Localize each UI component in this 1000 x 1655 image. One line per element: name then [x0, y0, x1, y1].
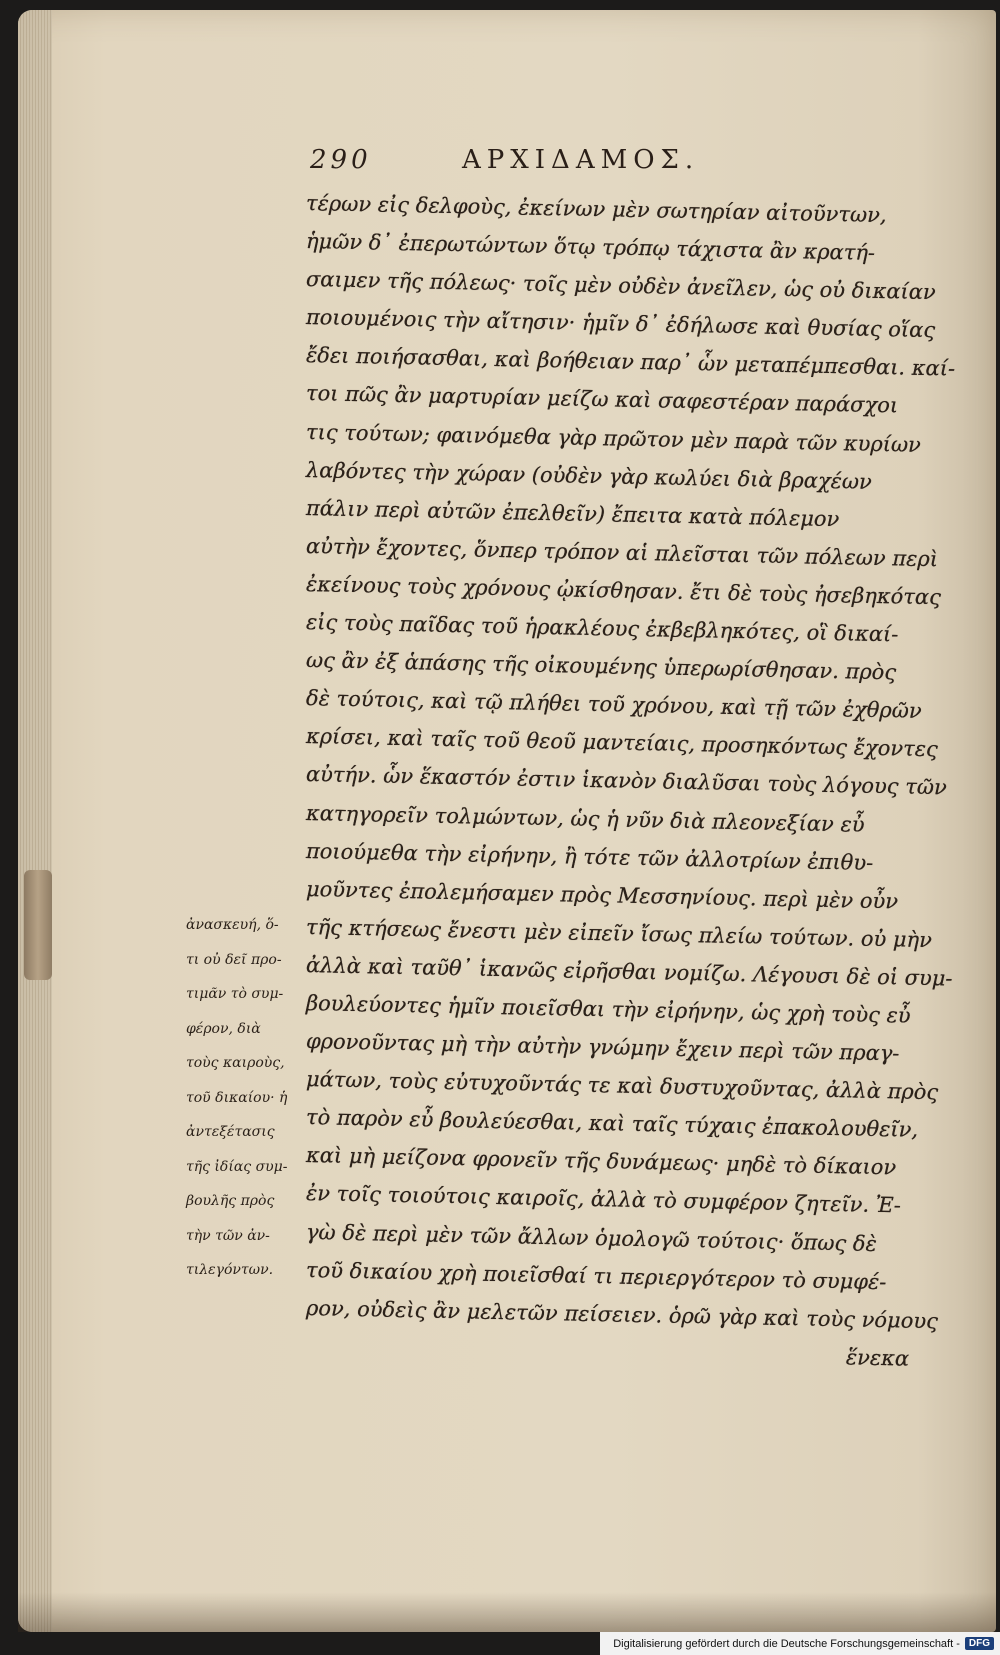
page-header [310, 145, 830, 181]
page-number: 290 [310, 145, 372, 175]
book-page [18, 10, 996, 1632]
body-text [305, 184, 956, 1371]
margin-note-line: ἀνασκευή, ὅ- [186, 917, 279, 933]
text-line: τέρων εἰς δελφοὺς, ἐκείνων μὲν σωτηρίαν αἰτοῦντων, [305, 191, 887, 228]
margin-note [186, 908, 304, 1288]
footer-credit: Digitalisierung gefördert durch die Deutsche Forschungsgemeinschaft - [613, 1637, 960, 1650]
dfg-logo: DFG [965, 1637, 994, 1650]
margin-note-line: τοὺς καιροὺς, [186, 1055, 285, 1071]
text-line: γὼ δὲ περὶ μὲν τῶν ἄλλων ὁμολογῶ τούτοις· ὅπως δὲ [305, 1219, 878, 1256]
page-shadow [18, 1592, 996, 1632]
margin-note-line: βουλῆς πρὸς [186, 1193, 275, 1209]
text-line: τοι πῶς ἂν μαρτυρίαν μείζω καὶ σαφεστέραν παράσχοι [305, 381, 899, 418]
text-line: φρονοῦντας μὴ τὴν αὐτὴν γνώμην ἔχειν περὶ τῶν πραγ- [305, 1029, 900, 1066]
margin-note-line: φέρον, διὰ [186, 1020, 261, 1037]
text-line: ἔδει ποιήσασθαι, καὶ βοήθειαν παρ᾽ ὧν μεταπέμπεσθαι. καί- [305, 343, 956, 381]
text-line: πάλιν περὶ αὐτῶν ἐπελθεῖν) ἔπειτα κατὰ πόλεμον [305, 495, 840, 531]
text-line: τὸ παρὸν εὖ βουλεύεσθαι, καὶ ταῖς τύχαις ἐπακολουθεῖν, [305, 1105, 919, 1143]
text-line: ως ἂν ἐξ ἁπάσης τῆς οἰκουμένης ὑπερωρίσθησαν. πρὸς [305, 648, 897, 685]
text-line: λαβόντες τὴν χώραν (οὐδὲν γὰρ κωλύει διὰ βραχέων [305, 457, 873, 494]
text-line: ἀλλὰ καὶ ταῦθ᾽ ἱκανῶς εἰρῆσθαι νομίζω. Λέγουσι δὲ οἱ συμ- [305, 952, 953, 991]
text-line: κρίσει, καὶ ταῖς τοῦ θεοῦ μαντείαις, προσηκόντως ἔχοντες [305, 724, 939, 762]
margin-note-line: τοῦ δικαίου· ἡ [186, 1089, 288, 1106]
text-line: μοῦντες ἐπολεμήσαμεν πρὸς Μεσσηνίους. περὶ μὲν οὖν [305, 876, 899, 914]
text-line: ποιούμεθα τὴν εἰρήνην, ἢ τότε τῶν ἀλλοτρίων ἐπιθυ- [305, 838, 874, 875]
digitization-footer [600, 1632, 1000, 1655]
text-line: ἐν τοῖς τοιούτοις καιροῖς, ἀλλὰ τὸ συμφέρον ζητεῖν. Ἐ- [305, 1181, 902, 1218]
text-line: ἐκείνους τοὺς χρόνους ᾠκίσθησαν. ἔτι δὲ τοὺς ἠσεβηκότας [305, 571, 942, 610]
text-line: ποιουμένοις τὴν αἴτησιν· ἡμῖν δ᾽ ἐδήλωσε καὶ θυσίας οἵας [305, 305, 936, 343]
text-line: μάτων, τοὺς εὐτυχοῦντάς τε καὶ δυστυχοῦντας, ἀλλὰ πρὸς [305, 1067, 939, 1105]
text-line: αὐτὴν ἔχοντες, ὅνπερ τρόπον αἱ πλεῖσται τῶν πόλεων περὶ [305, 533, 939, 572]
text-line: καὶ μὴ μείζονα φρονεῖν τῆς δυνάμεως· μηδὲ τὸ δίκαιον [305, 1143, 897, 1180]
page-edge [18, 10, 52, 1632]
margin-note-line: τὴν τῶν ἀν- [186, 1227, 270, 1244]
text-line: ἡμῶν δ᾽ ἐπερωτώντων ὅτῳ τρόπῳ τάχιστα ἂν κρατή- [305, 229, 876, 266]
text-line: κατηγορεῖν τολμώντων, ὡς ἡ νῦν διὰ πλεονεξίαν εὖ [305, 800, 865, 837]
text-line: αὐτήν. ὧν ἕκαστόν ἐστιν ἱκανὸν διαλῦσαι τοὺς λόγους τῶν [305, 762, 948, 800]
margin-note-line: τιλεγόντων. [186, 1262, 274, 1278]
text-line: σαιμεν τῆς πόλεως· τοῖς μὲν οὐδὲν ἀνεῖλεν, ὡς οὐ δικαίαν [305, 267, 936, 305]
text-line: τις τούτων; φαινόμεθα γὰρ πρῶτον μὲν παρὰ τῶν κυρίων [305, 419, 922, 457]
running-title: ΑΡΧΙΔΑΜΟΣ. [462, 145, 700, 175]
book-clip [24, 870, 52, 980]
text-line: τῆς κτήσεως ἔνεστι μὲν εἰπεῖν ἴσως πλείω τούτων. οὐ μὴν [305, 914, 933, 952]
text-line: τοῦ δικαίου χρὴ ποιεῖσθαί τι περιεργότερον τὸ συμφέ- [305, 1257, 887, 1294]
text-line: βουλεύοντες ἡμῖν ποιεῖσθαι τὴν εἰρήνην, ὡς χρὴ τοὺς εὖ [305, 990, 911, 1028]
text-line: δὲ τούτοις, καὶ τῷ πλήθει τοῦ χρόνου, καὶ τῇ τῶν ἐχθρῶν [305, 686, 922, 724]
margin-note-line: τιμᾶν τὸ συμ- [186, 986, 284, 1002]
text-line: εἰς τοὺς παῖδας τοῦ ἡρακλέους ἐκβεβληκότες, οἳ δικαί- [305, 610, 899, 647]
margin-note-line: τι οὐ δεῖ προ- [186, 951, 282, 968]
margin-note-line: τῆς ἰδίας συμ- [186, 1158, 288, 1175]
catchword: ἕνεκα [845, 1345, 910, 1371]
text-line: ρον, οὐδεὶς ἂν μελετῶν πείσειεν. ὁρῶ γὰρ καὶ τοὺς νόμους [305, 1295, 939, 1333]
margin-note-line: ἀντεξέτασις [186, 1124, 275, 1140]
